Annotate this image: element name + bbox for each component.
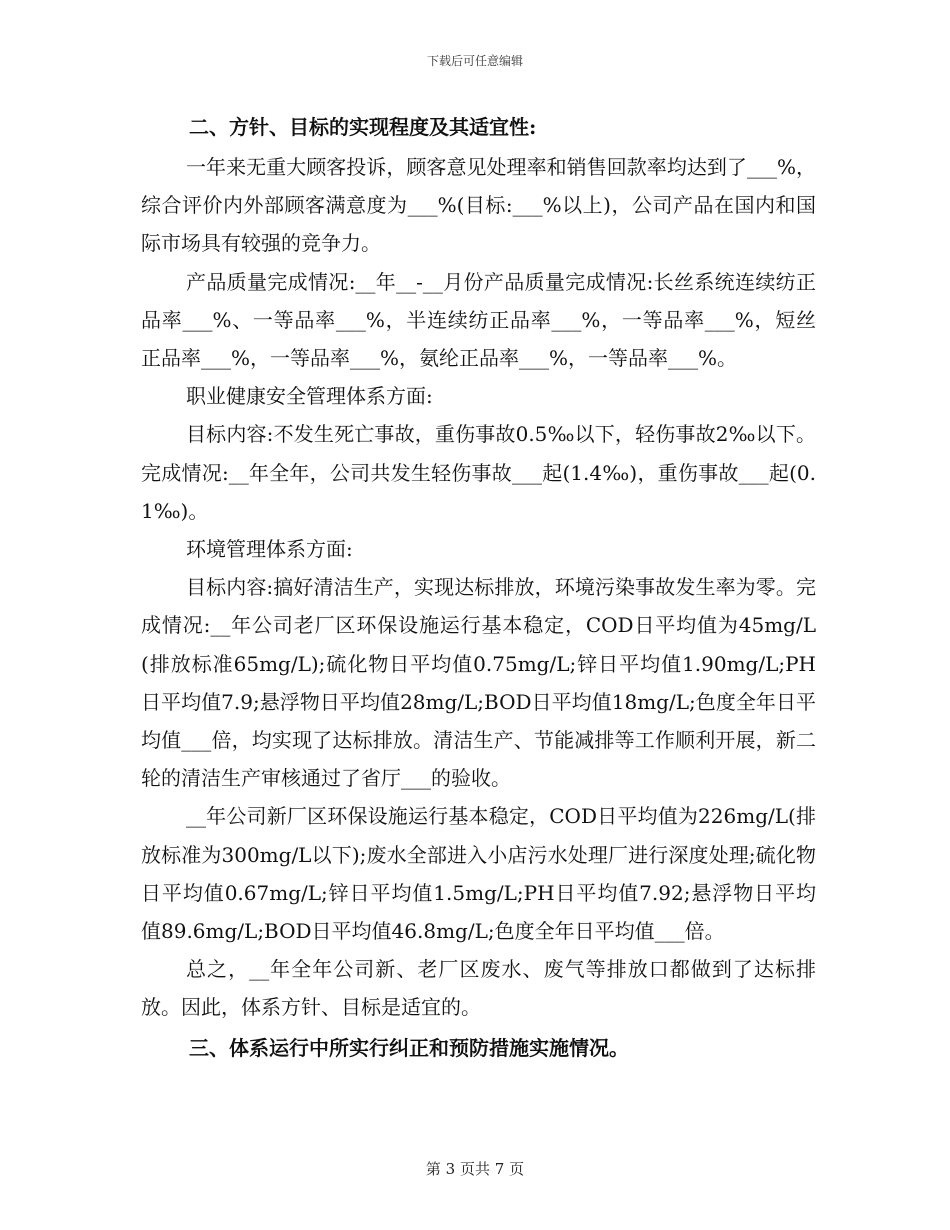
paragraph-ohs-title: 职业健康安全管理体系方面: <box>186 384 433 409</box>
paragraph-env-old-plant: 目标内容:搞好清洁生产，实现达标排放，环境污染事故发生率为零。完成情况:__年公司老厂区环保设施运行基本稳定，COD日平均值为45mg/L(排放标准65mg/L);硫化物日平均值0.75mg/L;锌日平均值1.90mg/L;PH日平均值7.9;悬浮物日平均值28mg/L;BOD日平均值18mg/L;色度全年日平均值___倍，均实现了达标排放。清洁生产、节能减排等工作顺利开展，新二轮的清洁生产审核通过了省厅___的验收。 <box>141 575 816 791</box>
paragraph-env-new-plant: __年公司新厂区环保设施运行基本稳定，COD日平均值为226mg/L(排放标准为300mg/L以下);废水全部进入小店污水处理厂进行深度处理;硫化物日平均值0.67mg/L;锌日平均值1.5mg/L;PH日平均值7.92;悬浮物日平均值89.6mg/L;BOD日平均值46.8mg/L;色度全年日平均值___倍。 <box>141 804 816 944</box>
paragraph-product-quality: 产品质量完成情况:__年__-__月份产品质量完成情况:长丝系统连续纺正品率___%、一等品率___%，半连续纺正品率___%，一等品率___%，短丝正品率___%，一等品率___%，氨纶正品率___%，一等品率___%。 <box>141 269 816 371</box>
page-header-note: 下载后可任意编辑 <box>426 54 523 68</box>
paragraph-conclusion: 总之，__年全年公司新、老厂区废水、废气等排放口都做到了达标排放。因此，体系方针、目标是适宜的。 <box>141 957 816 1020</box>
paragraph-ohs-targets: 目标内容:不发生死亡事故，重伤事故0.5‰以下，轻伤事故2‰以下。完成情况:__年全年，公司共发生轻伤事故___起(1.4‰)，重伤事故___起(0.1‰)。 <box>141 422 816 523</box>
page-number: 第 3 页共 7 页 <box>425 1160 525 1178</box>
paragraph-customer-satisfaction: 一年来无重大顾客投诉，顾客意见处理率和销售回款率均达到了___%，综合评价内外部顾客满意度为___%(目标:___%以上)，公司产品在国内和国际市场具有较强的竞争力。 <box>141 155 816 256</box>
section-heading-corrective-actions: 三、体系运行中所实行纠正和预防措施实施情况。 <box>189 1035 629 1060</box>
document-body <box>141 108 816 1067</box>
paragraph-env-title: 环境管理体系方面: <box>186 537 353 562</box>
section-heading-objectives: 二、方针、目标的实现程度及其适宜性: <box>189 115 537 139</box>
